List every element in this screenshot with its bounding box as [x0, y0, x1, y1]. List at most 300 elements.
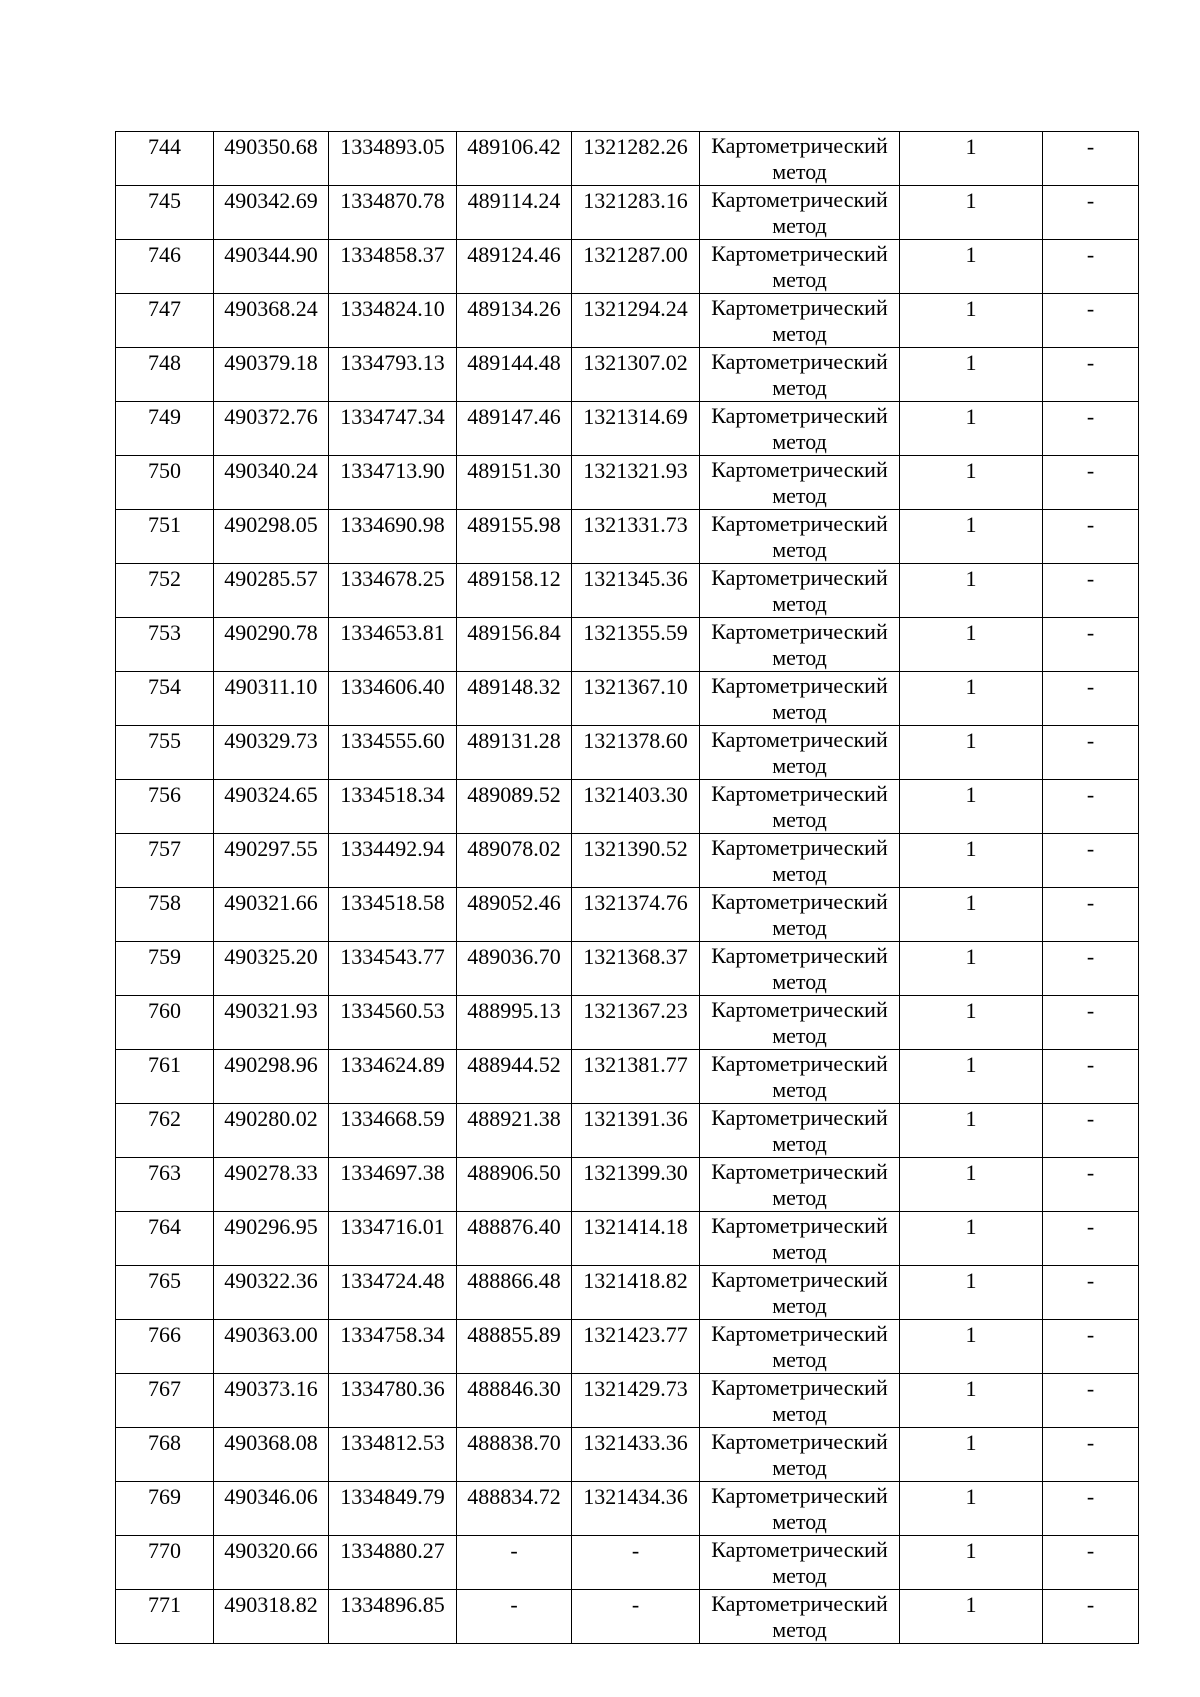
cell-y-old: [572, 834, 700, 888]
y-old-text: 1321399.30: [583, 1160, 688, 1185]
cell-accuracy: [900, 726, 1043, 780]
cell-y-new: [329, 1320, 457, 1374]
cell-y-new: [329, 402, 457, 456]
cell-method: [700, 1266, 900, 1320]
cell-accuracy: [900, 1104, 1043, 1158]
x-new-text: 490346.06: [224, 1484, 318, 1509]
x-new-text: 490321.93: [224, 998, 318, 1023]
coordinates-table-wrapper: [115, 131, 1139, 1644]
cell-y-old: [572, 294, 700, 348]
cell-y-old: [572, 1428, 700, 1482]
cell-x-new: [214, 186, 329, 240]
y-new-text: 1334716.01: [340, 1214, 445, 1239]
cell-note: [1043, 456, 1139, 510]
accuracy-text: 1: [965, 350, 977, 375]
cell-point-number: [116, 618, 214, 672]
cell-x-old: [457, 1482, 572, 1536]
point-number-text: 767: [148, 1376, 181, 1401]
table-row: [116, 1536, 1139, 1590]
cell-accuracy: [900, 942, 1043, 996]
note-text: -: [1086, 296, 1095, 321]
cell-note: [1043, 294, 1139, 348]
cell-point-number: [116, 1590, 214, 1644]
x-new-text: 490372.76: [224, 404, 318, 429]
note-text: -: [1086, 512, 1095, 537]
method-text: Картометрический метод: [711, 1213, 888, 1264]
cell-x-new: [214, 1320, 329, 1374]
table-row: [116, 1320, 1139, 1374]
point-number-text: 760: [148, 998, 181, 1023]
point-number-text: 762: [148, 1106, 181, 1131]
point-number-text: 744: [148, 134, 181, 159]
cell-x-new: [214, 294, 329, 348]
x-old-text: 489106.42: [467, 134, 561, 159]
cell-y-new: [329, 510, 457, 564]
cell-accuracy: [900, 456, 1043, 510]
x-new-text: 490350.68: [224, 134, 318, 159]
cell-point-number: [116, 564, 214, 618]
y-old-text: 1321418.82: [583, 1268, 688, 1293]
cell-accuracy: [900, 888, 1043, 942]
method-text: Картометрический метод: [711, 1483, 888, 1534]
point-number-text: 763: [148, 1160, 181, 1185]
cell-method: [700, 1428, 900, 1482]
cell-y-new: [329, 1374, 457, 1428]
cell-y-new: [329, 996, 457, 1050]
table-row: [116, 186, 1139, 240]
cell-y-old: [572, 348, 700, 402]
y-old-text: 1321378.60: [583, 728, 688, 753]
x-old-text: 488995.13: [467, 998, 561, 1023]
cell-x-new: [214, 618, 329, 672]
cell-y-new: [329, 618, 457, 672]
cell-method: [700, 1590, 900, 1644]
cell-point-number: [116, 348, 214, 402]
table-row: [116, 1266, 1139, 1320]
x-new-text: 490379.18: [224, 350, 318, 375]
cell-y-new: [329, 1050, 457, 1104]
y-old-text: 1321368.37: [583, 944, 688, 969]
x-old-text: 488834.72: [467, 1484, 561, 1509]
cell-y-new: [329, 1428, 457, 1482]
x-old-text: 489114.24: [467, 188, 561, 213]
cell-x-old: [457, 348, 572, 402]
note-text: -: [1086, 566, 1095, 591]
cell-x-old: [457, 996, 572, 1050]
cell-accuracy: [900, 1590, 1043, 1644]
x-old-text: 489036.70: [467, 944, 561, 969]
cell-x-new: [214, 1374, 329, 1428]
method-text: Картометрический метод: [711, 1159, 888, 1210]
y-old-text: 1321381.77: [583, 1052, 688, 1077]
accuracy-text: 1: [965, 674, 977, 699]
cell-method: [700, 132, 900, 186]
x-old-text: 489156.84: [467, 620, 561, 645]
y-new-text: 1334713.90: [340, 458, 445, 483]
y-old-text: 1321345.36: [583, 566, 688, 591]
x-old-text: 489151.30: [467, 458, 561, 483]
y-old-text: 1321429.73: [583, 1376, 688, 1401]
accuracy-text: 1: [965, 1322, 977, 1347]
table-row: [116, 1158, 1139, 1212]
note-text: -: [1086, 404, 1095, 429]
method-text: Картометрический метод: [711, 889, 888, 940]
cell-point-number: [116, 456, 214, 510]
cell-note: [1043, 1212, 1139, 1266]
cell-accuracy: [900, 564, 1043, 618]
cell-x-new: [214, 726, 329, 780]
y-old-text: 1321314.69: [583, 404, 688, 429]
point-number-text: 770: [148, 1538, 181, 1563]
method-text: Картометрический метод: [711, 565, 888, 616]
cell-method: [700, 456, 900, 510]
table-row: [116, 1428, 1139, 1482]
point-number-text: 746: [148, 242, 181, 267]
x-old-text: 489124.46: [467, 242, 561, 267]
accuracy-text: 1: [965, 1268, 977, 1293]
cell-note: [1043, 510, 1139, 564]
cell-accuracy: [900, 240, 1043, 294]
method-text: Картометрический метод: [711, 1375, 888, 1426]
y-new-text: 1334543.77: [340, 944, 445, 969]
cell-y-new: [329, 186, 457, 240]
x-old-text: 488838.70: [467, 1430, 561, 1455]
cell-accuracy: [900, 1536, 1043, 1590]
x-new-text: 490324.65: [224, 782, 318, 807]
table-row: [116, 726, 1139, 780]
cell-point-number: [116, 1212, 214, 1266]
x-old-text: 488944.52: [467, 1052, 561, 1077]
cell-accuracy: [900, 1320, 1043, 1374]
y-new-text: 1334870.78: [340, 188, 445, 213]
cell-y-old: [572, 1590, 700, 1644]
x-new-text: 490325.20: [224, 944, 318, 969]
y-new-text: 1334812.53: [340, 1430, 445, 1455]
cell-point-number: [116, 780, 214, 834]
note-text: -: [1086, 1052, 1095, 1077]
y-old-text: 1321423.77: [583, 1322, 688, 1347]
note-text: -: [1086, 458, 1095, 483]
y-new-text: 1334668.59: [340, 1106, 445, 1131]
table-row: [116, 1590, 1139, 1644]
cell-point-number: [116, 132, 214, 186]
method-text: Картометрический метод: [711, 511, 888, 562]
note-text: -: [1086, 1106, 1095, 1131]
method-text: Картометрический метод: [711, 781, 888, 832]
cell-method: [700, 564, 900, 618]
cell-method: [700, 186, 900, 240]
cell-accuracy: [900, 186, 1043, 240]
table-row: [116, 618, 1139, 672]
cell-accuracy: [900, 1428, 1043, 1482]
coordinates-table: [115, 131, 1139, 1644]
y-new-text: 1334893.05: [340, 134, 445, 159]
cell-x-old: [457, 1266, 572, 1320]
cell-y-new: [329, 240, 457, 294]
y-new-text: 1334555.60: [340, 728, 445, 753]
cell-point-number: [116, 240, 214, 294]
cell-x-old: [457, 888, 572, 942]
cell-x-new: [214, 1104, 329, 1158]
x-old-text: 489148.32: [467, 674, 561, 699]
cell-accuracy: [900, 834, 1043, 888]
note-text: -: [1086, 998, 1095, 1023]
cell-x-old: [457, 1320, 572, 1374]
x-old-text: 489089.52: [467, 782, 561, 807]
table-row: [116, 1212, 1139, 1266]
accuracy-text: 1: [965, 512, 977, 537]
cell-x-new: [214, 834, 329, 888]
note-text: -: [1086, 134, 1095, 159]
cell-point-number: [116, 1050, 214, 1104]
x-new-text: 490340.24: [224, 458, 318, 483]
cell-accuracy: [900, 1482, 1043, 1536]
cell-note: [1043, 1320, 1139, 1374]
table-row: [116, 888, 1139, 942]
cell-x-old: [457, 1374, 572, 1428]
x-old-text: 489134.26: [467, 296, 561, 321]
cell-x-old: [457, 1050, 572, 1104]
point-number-text: 745: [148, 188, 181, 213]
cell-accuracy: [900, 1158, 1043, 1212]
y-new-text: 1334690.98: [340, 512, 445, 537]
cell-y-new: [329, 1536, 457, 1590]
point-number-text: 757: [148, 836, 181, 861]
y-new-text: 1334758.34: [340, 1322, 445, 1347]
x-new-text: 490321.66: [224, 890, 318, 915]
note-text: -: [1086, 728, 1095, 753]
y-new-text: 1334697.38: [340, 1160, 445, 1185]
cell-y-old: [572, 1104, 700, 1158]
y-new-text: 1334824.10: [340, 296, 445, 321]
accuracy-text: 1: [965, 188, 977, 213]
cell-note: [1043, 942, 1139, 996]
accuracy-text: 1: [965, 134, 977, 159]
cell-note: [1043, 1266, 1139, 1320]
note-text: -: [1086, 1376, 1095, 1401]
point-number-text: 754: [148, 674, 181, 699]
cell-point-number: [116, 1482, 214, 1536]
x-new-text: 490344.90: [224, 242, 318, 267]
x-old-text: 489131.28: [467, 728, 561, 753]
point-number-text: 747: [148, 296, 181, 321]
y-old-text: 1321367.10: [583, 674, 688, 699]
cell-method: [700, 996, 900, 1050]
y-old-text: 1321321.93: [583, 458, 688, 483]
x-old-text: -: [510, 1592, 518, 1617]
note-text: -: [1086, 1214, 1095, 1239]
x-old-text: 489078.02: [467, 836, 561, 861]
method-text: Картометрический метод: [711, 673, 888, 724]
cell-note: [1043, 672, 1139, 726]
cell-y-new: [329, 1482, 457, 1536]
cell-point-number: [116, 294, 214, 348]
y-new-text: 1334518.58: [340, 890, 445, 915]
method-text: Картометрический метод: [711, 457, 888, 508]
x-new-text: 490318.82: [224, 1592, 318, 1617]
cell-point-number: [116, 1428, 214, 1482]
note-text: -: [1086, 188, 1095, 213]
table-row: [116, 996, 1139, 1050]
cell-accuracy: [900, 996, 1043, 1050]
cell-x-new: [214, 780, 329, 834]
cell-y-old: [572, 240, 700, 294]
accuracy-text: 1: [965, 1106, 977, 1131]
note-text: -: [1086, 242, 1095, 267]
note-text: -: [1086, 1538, 1095, 1563]
cell-accuracy: [900, 1050, 1043, 1104]
accuracy-text: 1: [965, 404, 977, 429]
note-text: -: [1086, 836, 1095, 861]
cell-y-new: [329, 1104, 457, 1158]
table-row: [116, 456, 1139, 510]
y-new-text: 1334849.79: [340, 1484, 445, 1509]
accuracy-text: 1: [965, 1538, 977, 1563]
point-number-text: 752: [148, 566, 181, 591]
cell-y-old: [572, 1320, 700, 1374]
cell-x-new: [214, 240, 329, 294]
x-old-text: 489052.46: [467, 890, 561, 915]
cell-accuracy: [900, 348, 1043, 402]
cell-y-new: [329, 672, 457, 726]
table-row: [116, 780, 1139, 834]
cell-method: [700, 1050, 900, 1104]
accuracy-text: 1: [965, 836, 977, 861]
cell-point-number: [116, 672, 214, 726]
cell-y-new: [329, 564, 457, 618]
cell-point-number: [116, 186, 214, 240]
x-new-text: 490290.78: [224, 620, 318, 645]
cell-x-old: [457, 1104, 572, 1158]
cell-method: [700, 726, 900, 780]
accuracy-text: 1: [965, 782, 977, 807]
cell-x-new: [214, 1536, 329, 1590]
cell-note: [1043, 348, 1139, 402]
cell-y-new: [329, 888, 457, 942]
y-new-text: 1334624.89: [340, 1052, 445, 1077]
method-text: Картометрический метод: [711, 403, 888, 454]
cell-y-old: [572, 942, 700, 996]
cell-point-number: [116, 888, 214, 942]
cell-y-old: [572, 1374, 700, 1428]
point-number-text: 755: [148, 728, 181, 753]
cell-note: [1043, 1482, 1139, 1536]
cell-note: [1043, 132, 1139, 186]
y-new-text: 1334793.13: [340, 350, 445, 375]
method-text: Картометрический метод: [711, 1267, 888, 1318]
cell-note: [1043, 402, 1139, 456]
method-text: Картометрический метод: [711, 835, 888, 886]
cell-x-old: [457, 1590, 572, 1644]
cell-note: [1043, 1590, 1139, 1644]
cell-x-old: [457, 1428, 572, 1482]
point-number-text: 748: [148, 350, 181, 375]
method-text: Картометрический метод: [711, 1105, 888, 1156]
accuracy-text: 1: [965, 890, 977, 915]
cell-point-number: [116, 402, 214, 456]
y-new-text: 1334724.48: [340, 1268, 445, 1293]
y-old-text: -: [631, 1538, 640, 1563]
method-text: Картометрический метод: [711, 133, 888, 184]
y-old-text: 1321307.02: [583, 350, 688, 375]
cell-method: [700, 348, 900, 402]
x-new-text: 490329.73: [224, 728, 318, 753]
x-old-text: 488906.50: [467, 1160, 561, 1185]
x-old-text: 489155.98: [467, 512, 561, 537]
table-row: [116, 132, 1139, 186]
accuracy-text: 1: [965, 296, 977, 321]
cell-x-new: [214, 1482, 329, 1536]
note-text: -: [1086, 1592, 1095, 1617]
method-text: Картометрический метод: [711, 1591, 888, 1642]
cell-y-new: [329, 294, 457, 348]
point-number-text: 758: [148, 890, 181, 915]
x-old-text: 489147.46: [467, 404, 561, 429]
cell-x-new: [214, 132, 329, 186]
cell-point-number: [116, 1374, 214, 1428]
y-new-text: 1334518.34: [340, 782, 445, 807]
cell-x-new: [214, 1158, 329, 1212]
cell-note: [1043, 1428, 1139, 1482]
y-new-text: 1334560.53: [340, 998, 445, 1023]
cell-x-new: [214, 402, 329, 456]
cell-y-new: [329, 1212, 457, 1266]
point-number-text: 768: [148, 1430, 181, 1455]
note-text: -: [1086, 350, 1095, 375]
cell-accuracy: [900, 132, 1043, 186]
cell-point-number: [116, 942, 214, 996]
cell-x-new: [214, 1590, 329, 1644]
cell-x-old: [457, 510, 572, 564]
table-row: [116, 834, 1139, 888]
y-old-text: 1321433.36: [583, 1430, 688, 1455]
point-number-text: 764: [148, 1214, 181, 1239]
cell-accuracy: [900, 780, 1043, 834]
table-row: [116, 1482, 1139, 1536]
table-row: [116, 348, 1139, 402]
cell-x-new: [214, 942, 329, 996]
cell-y-old: [572, 132, 700, 186]
table-row: [116, 942, 1139, 996]
cell-method: [700, 1374, 900, 1428]
y-new-text: 1334678.25: [340, 566, 445, 591]
cell-note: [1043, 780, 1139, 834]
cell-y-new: [329, 348, 457, 402]
cell-y-old: [572, 780, 700, 834]
cell-note: [1043, 1158, 1139, 1212]
cell-accuracy: [900, 402, 1043, 456]
x-new-text: 490298.05: [224, 512, 318, 537]
note-text: -: [1086, 890, 1095, 915]
accuracy-text: 1: [965, 620, 977, 645]
cell-x-new: [214, 564, 329, 618]
cell-y-new: [329, 1590, 457, 1644]
table-row: [116, 1050, 1139, 1104]
method-text: Картометрический метод: [711, 1537, 888, 1588]
cell-note: [1043, 834, 1139, 888]
cell-accuracy: [900, 1374, 1043, 1428]
cell-x-new: [214, 1266, 329, 1320]
x-new-text: 490278.33: [224, 1160, 318, 1185]
point-number-text: 750: [148, 458, 181, 483]
accuracy-text: 1: [965, 1484, 977, 1509]
x-new-text: 490322.36: [224, 1268, 318, 1293]
x-new-text: 490296.95: [224, 1214, 318, 1239]
cell-x-new: [214, 510, 329, 564]
cell-note: [1043, 1050, 1139, 1104]
x-new-text: 490285.57: [224, 566, 318, 591]
table-row: [116, 510, 1139, 564]
